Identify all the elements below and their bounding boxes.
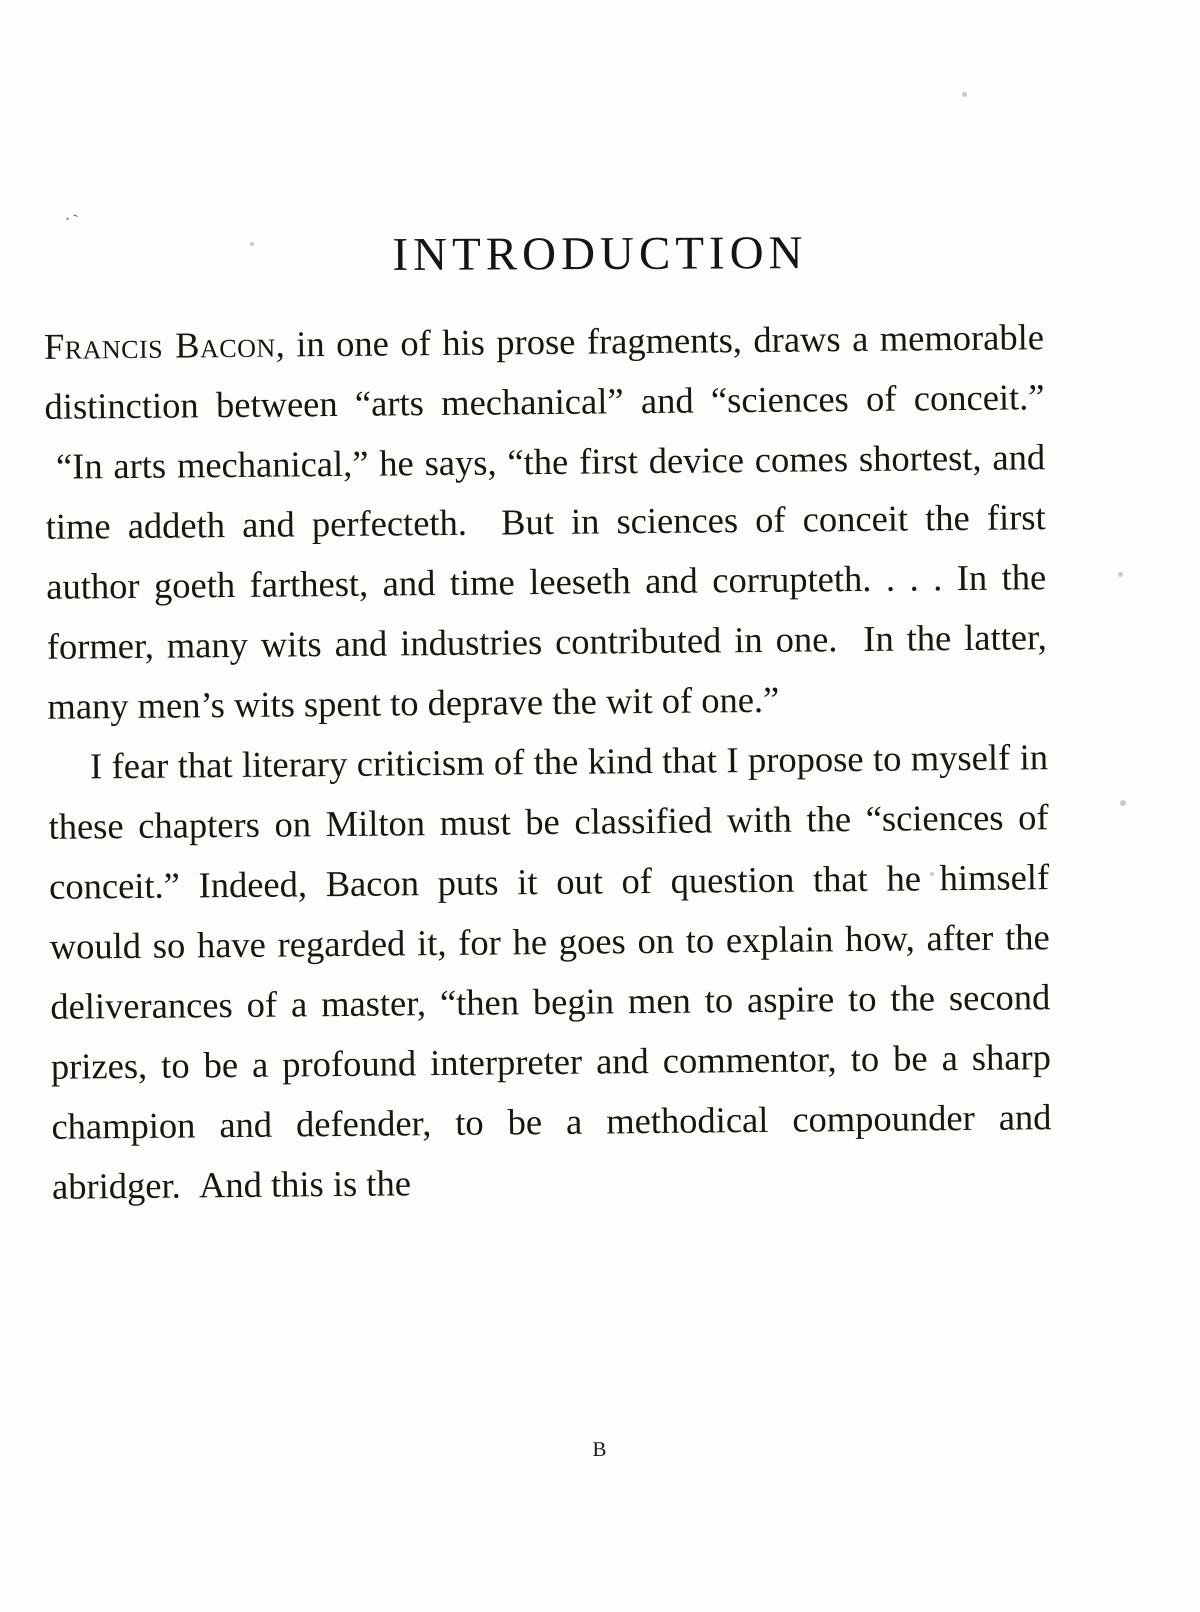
body-text [44, 307, 1053, 1217]
paragraph-2 [48, 727, 1053, 1217]
page-title: INTRODUCTION [392, 227, 808, 282]
paper-speck [962, 92, 967, 97]
paper-speck [1120, 800, 1126, 806]
opening-small-caps: Francis Bacon [43, 323, 276, 367]
paragraph-1-text: , in one of his prose fragments, draws a memorable distinction between “arts mechanical” and “sciences of conceit.” “In arts mechanical,” he says, “the first device comes shortest, and time addeth and perfecteth. But in sciences of conceit the first author goeth farthest, and time leeseth and corrupteth. . . . In the former, many wits and industries contributed in one. In the latter, many men’s wits spent to deprave the wit of one.” [44, 316, 1048, 727]
paper-speck [1118, 572, 1123, 577]
paragraph-2-text: I fear that literary criticism of the kind that I propose to myself in these chapters on Milton must be classified with the “sciences of conceit.” Indeed, Bacon puts it out of question that he himself would so have regarded it, for he goes on to explain how, after the deliverances of a master, “then begin men to aspire to the second prizes, to be a profound interpreter and commentor, to be a sharp champion and defender, to be a methodical compounder and abridger. And this is the [48, 736, 1052, 1207]
page-signature: B [592, 1436, 608, 1462]
margin-speck-mark: ˙ˋ [62, 209, 87, 237]
paragraph-1 [44, 307, 1048, 737]
